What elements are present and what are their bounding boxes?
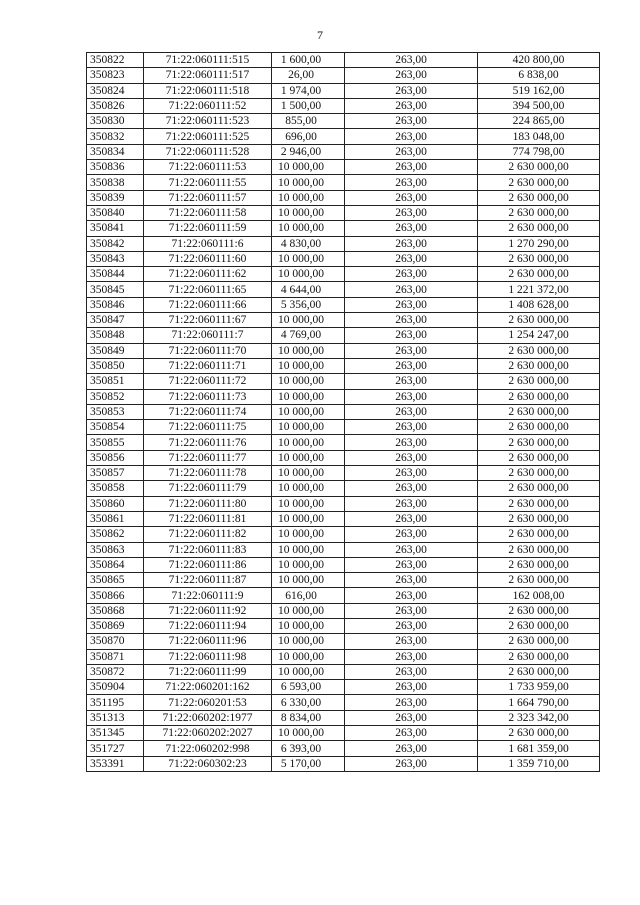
area-cell: 5 170,00 xyxy=(272,756,345,771)
area-cell: 10 000,00 xyxy=(272,481,345,496)
value-cell: 519 162,00 xyxy=(478,83,600,98)
table-row xyxy=(87,313,600,328)
value-cell: 2 630 000,00 xyxy=(478,175,600,190)
value-cell: 2 630 000,00 xyxy=(478,374,600,389)
rate-cell: 263,00 xyxy=(345,680,478,695)
record-number-cell: 350856 xyxy=(87,450,144,465)
rate-cell: 263,00 xyxy=(345,190,478,205)
table-row xyxy=(87,328,600,343)
rate-cell: 263,00 xyxy=(345,160,478,175)
value-cell: 2 630 000,00 xyxy=(478,404,600,419)
rate-cell: 263,00 xyxy=(345,481,478,496)
area-cell: 616,00 xyxy=(272,588,345,603)
rate-cell: 263,00 xyxy=(345,114,478,129)
area-cell: 10 000,00 xyxy=(272,175,345,190)
value-cell: 2 630 000,00 xyxy=(478,420,600,435)
record-number-cell: 350846 xyxy=(87,297,144,312)
cadastral-number-cell: 71:22:060111:53 xyxy=(144,160,272,175)
value-cell: 2 630 000,00 xyxy=(478,435,600,450)
value-cell: 2 630 000,00 xyxy=(478,251,600,266)
record-number-cell: 350904 xyxy=(87,680,144,695)
area-cell: 10 000,00 xyxy=(272,313,345,328)
record-number-cell: 350844 xyxy=(87,267,144,282)
value-cell: 2 630 000,00 xyxy=(478,511,600,526)
area-cell: 6 393,00 xyxy=(272,741,345,756)
rate-cell: 263,00 xyxy=(345,328,478,343)
record-number-cell: 350863 xyxy=(87,542,144,557)
table-row xyxy=(87,466,600,481)
record-number-cell: 350823 xyxy=(87,68,144,83)
area-cell: 10 000,00 xyxy=(272,267,345,282)
record-number-cell: 350871 xyxy=(87,649,144,664)
rate-cell: 263,00 xyxy=(345,603,478,618)
record-number-cell: 350830 xyxy=(87,114,144,129)
rate-cell: 263,00 xyxy=(345,710,478,725)
table-row xyxy=(87,190,600,205)
cadastral-number-cell: 71:22:060111:86 xyxy=(144,557,272,572)
area-cell: 10 000,00 xyxy=(272,649,345,664)
rate-cell: 263,00 xyxy=(345,98,478,113)
value-cell: 2 630 000,00 xyxy=(478,603,600,618)
value-cell: 2 630 000,00 xyxy=(478,450,600,465)
record-number-cell: 350832 xyxy=(87,129,144,144)
cadastral-number-cell: 71:22:060111:82 xyxy=(144,527,272,542)
area-cell: 1 600,00 xyxy=(272,53,345,68)
area-cell: 10 000,00 xyxy=(272,358,345,373)
table-row xyxy=(87,603,600,618)
table-body xyxy=(87,53,600,772)
area-cell: 10 000,00 xyxy=(272,664,345,679)
cadastral-number-cell: 71:22:060111:78 xyxy=(144,466,272,481)
cadastral-number-cell: 71:22:060111:528 xyxy=(144,144,272,159)
land-plot-table xyxy=(86,52,600,772)
area-cell: 855,00 xyxy=(272,114,345,129)
rate-cell: 263,00 xyxy=(345,68,478,83)
value-cell: 2 630 000,00 xyxy=(478,618,600,633)
table-row xyxy=(87,374,600,389)
rate-cell: 263,00 xyxy=(345,420,478,435)
record-number-cell: 350865 xyxy=(87,573,144,588)
value-cell: 2 630 000,00 xyxy=(478,389,600,404)
rate-cell: 263,00 xyxy=(345,221,478,236)
cadastral-number-cell: 71:22:060111:518 xyxy=(144,83,272,98)
area-cell: 4 644,00 xyxy=(272,282,345,297)
cadastral-number-cell: 71:22:060111:92 xyxy=(144,603,272,618)
cadastral-number-cell: 71:22:060111:72 xyxy=(144,374,272,389)
record-number-cell: 350840 xyxy=(87,205,144,220)
rate-cell: 263,00 xyxy=(345,741,478,756)
cadastral-number-cell: 71:22:060111:80 xyxy=(144,496,272,511)
area-cell: 10 000,00 xyxy=(272,573,345,588)
area-cell: 10 000,00 xyxy=(272,420,345,435)
cadastral-number-cell: 71:22:060201:53 xyxy=(144,695,272,710)
rate-cell: 263,00 xyxy=(345,358,478,373)
rate-cell: 263,00 xyxy=(345,343,478,358)
record-number-cell: 350855 xyxy=(87,435,144,450)
area-cell: 10 000,00 xyxy=(272,511,345,526)
area-cell: 10 000,00 xyxy=(272,618,345,633)
record-number-cell: 350864 xyxy=(87,557,144,572)
table-row xyxy=(87,267,600,282)
table-row xyxy=(87,343,600,358)
area-cell: 10 000,00 xyxy=(272,634,345,649)
table-row xyxy=(87,420,600,435)
cadastral-number-cell: 71:22:060111:65 xyxy=(144,282,272,297)
rate-cell: 263,00 xyxy=(345,726,478,741)
table-row xyxy=(87,496,600,511)
area-cell: 10 000,00 xyxy=(272,557,345,572)
cadastral-number-cell: 71:22:060111:70 xyxy=(144,343,272,358)
rate-cell: 263,00 xyxy=(345,756,478,771)
rate-cell: 263,00 xyxy=(345,450,478,465)
record-number-cell: 350848 xyxy=(87,328,144,343)
cadastral-number-cell: 71:22:060111:60 xyxy=(144,251,272,266)
value-cell: 2 630 000,00 xyxy=(478,573,600,588)
record-number-cell: 350852 xyxy=(87,389,144,404)
value-cell: 2 630 000,00 xyxy=(478,190,600,205)
area-cell: 1 974,00 xyxy=(272,83,345,98)
area-cell: 10 000,00 xyxy=(272,466,345,481)
record-number-cell: 350822 xyxy=(87,53,144,68)
cadastral-number-cell: 71:22:060111:76 xyxy=(144,435,272,450)
cadastral-number-cell: 71:22:060111:7 xyxy=(144,328,272,343)
rate-cell: 263,00 xyxy=(345,557,478,572)
rate-cell: 263,00 xyxy=(345,618,478,633)
record-number-cell: 350842 xyxy=(87,236,144,251)
value-cell: 1 254 247,00 xyxy=(478,328,600,343)
record-number-cell: 350839 xyxy=(87,190,144,205)
table-row xyxy=(87,236,600,251)
rate-cell: 263,00 xyxy=(345,389,478,404)
table-row xyxy=(87,389,600,404)
area-cell: 4 769,00 xyxy=(272,328,345,343)
area-cell: 10 000,00 xyxy=(272,389,345,404)
record-number-cell: 350834 xyxy=(87,144,144,159)
table-row xyxy=(87,542,600,557)
value-cell: 2 630 000,00 xyxy=(478,205,600,220)
rate-cell: 263,00 xyxy=(345,267,478,282)
area-cell: 10 000,00 xyxy=(272,527,345,542)
cadastral-number-cell: 71:22:060111:87 xyxy=(144,573,272,588)
cadastral-number-cell: 71:22:060111:77 xyxy=(144,450,272,465)
record-number-cell: 350853 xyxy=(87,404,144,419)
rate-cell: 263,00 xyxy=(345,695,478,710)
table-row xyxy=(87,695,600,710)
cadastral-number-cell: 71:22:060111:515 xyxy=(144,53,272,68)
rate-cell: 263,00 xyxy=(345,83,478,98)
page-number: 7 xyxy=(317,28,323,42)
rate-cell: 263,00 xyxy=(345,527,478,542)
cadastral-number-cell: 71:22:060111:99 xyxy=(144,664,272,679)
rate-cell: 263,00 xyxy=(345,282,478,297)
rate-cell: 263,00 xyxy=(345,511,478,526)
value-cell: 2 630 000,00 xyxy=(478,358,600,373)
value-cell: 2 630 000,00 xyxy=(478,267,600,282)
rate-cell: 263,00 xyxy=(345,542,478,557)
rate-cell: 263,00 xyxy=(345,588,478,603)
cadastral-number-cell: 71:22:060111:83 xyxy=(144,542,272,557)
cadastral-number-cell: 71:22:060111:6 xyxy=(144,236,272,251)
value-cell: 1 733 959,00 xyxy=(478,680,600,695)
record-number-cell: 350862 xyxy=(87,527,144,542)
value-cell: 2 630 000,00 xyxy=(478,496,600,511)
rate-cell: 263,00 xyxy=(345,649,478,664)
rate-cell: 263,00 xyxy=(345,466,478,481)
value-cell: 1 408 628,00 xyxy=(478,297,600,312)
area-cell: 10 000,00 xyxy=(272,205,345,220)
rate-cell: 263,00 xyxy=(345,634,478,649)
cadastral-number-cell: 71:22:060111:96 xyxy=(144,634,272,649)
rate-cell: 263,00 xyxy=(345,236,478,251)
rate-cell: 263,00 xyxy=(345,144,478,159)
table-row xyxy=(87,481,600,496)
record-number-cell: 350869 xyxy=(87,618,144,633)
table-row xyxy=(87,726,600,741)
cadastral-number-cell: 71:22:060111:52 xyxy=(144,98,272,113)
area-cell: 8 834,00 xyxy=(272,710,345,725)
table-row xyxy=(87,144,600,159)
table-row xyxy=(87,680,600,695)
record-number-cell: 350858 xyxy=(87,481,144,496)
table-row xyxy=(87,756,600,771)
value-cell: 2 630 000,00 xyxy=(478,313,600,328)
rate-cell: 263,00 xyxy=(345,297,478,312)
table-row xyxy=(87,435,600,450)
area-cell: 5 356,00 xyxy=(272,297,345,312)
value-cell: 2 323 342,00 xyxy=(478,710,600,725)
record-number-cell: 350861 xyxy=(87,511,144,526)
record-number-cell: 350850 xyxy=(87,358,144,373)
cadastral-number-cell: 71:22:060111:98 xyxy=(144,649,272,664)
rate-cell: 263,00 xyxy=(345,175,478,190)
record-number-cell: 350872 xyxy=(87,664,144,679)
area-cell: 6 593,00 xyxy=(272,680,345,695)
record-number-cell: 351727 xyxy=(87,741,144,756)
area-cell: 10 000,00 xyxy=(272,726,345,741)
cadastral-number-cell: 71:22:060202:2027 xyxy=(144,726,272,741)
value-cell: 2 630 000,00 xyxy=(478,634,600,649)
rate-cell: 263,00 xyxy=(345,374,478,389)
record-number-cell: 350845 xyxy=(87,282,144,297)
cadastral-number-cell: 71:22:060111:73 xyxy=(144,389,272,404)
area-cell: 2 946,00 xyxy=(272,144,345,159)
table-row xyxy=(87,634,600,649)
record-number-cell: 350824 xyxy=(87,83,144,98)
table-row xyxy=(87,573,600,588)
area-cell: 10 000,00 xyxy=(272,542,345,557)
table-row xyxy=(87,98,600,113)
rate-cell: 263,00 xyxy=(345,573,478,588)
table-row xyxy=(87,160,600,175)
table-row xyxy=(87,511,600,526)
area-cell: 4 830,00 xyxy=(272,236,345,251)
area-cell: 6 330,00 xyxy=(272,695,345,710)
rate-cell: 263,00 xyxy=(345,205,478,220)
cadastral-number-cell: 71:22:060111:74 xyxy=(144,404,272,419)
area-cell: 10 000,00 xyxy=(272,435,345,450)
value-cell: 1 270 290,00 xyxy=(478,236,600,251)
value-cell: 1 221 372,00 xyxy=(478,282,600,297)
value-cell: 162 008,00 xyxy=(478,588,600,603)
rate-cell: 263,00 xyxy=(345,251,478,266)
record-number-cell: 350868 xyxy=(87,603,144,618)
cadastral-number-cell: 71:22:060111:79 xyxy=(144,481,272,496)
table-row xyxy=(87,588,600,603)
value-cell: 2 630 000,00 xyxy=(478,726,600,741)
record-number-cell: 351313 xyxy=(87,710,144,725)
table-row xyxy=(87,114,600,129)
value-cell: 183 048,00 xyxy=(478,129,600,144)
value-cell: 2 630 000,00 xyxy=(478,649,600,664)
record-number-cell: 350851 xyxy=(87,374,144,389)
area-cell: 10 000,00 xyxy=(272,343,345,358)
record-number-cell: 350826 xyxy=(87,98,144,113)
table-row xyxy=(87,618,600,633)
record-number-cell: 351195 xyxy=(87,695,144,710)
cadastral-number-cell: 71:22:060111:71 xyxy=(144,358,272,373)
cadastral-number-cell: 71:22:060111:58 xyxy=(144,205,272,220)
cadastral-number-cell: 71:22:060111:57 xyxy=(144,190,272,205)
area-cell: 10 000,00 xyxy=(272,374,345,389)
record-number-cell: 350843 xyxy=(87,251,144,266)
record-number-cell: 351345 xyxy=(87,726,144,741)
record-number-cell: 350847 xyxy=(87,313,144,328)
rate-cell: 263,00 xyxy=(345,435,478,450)
value-cell: 774 798,00 xyxy=(478,144,600,159)
cadastral-number-cell: 71:22:060111:9 xyxy=(144,588,272,603)
table-row xyxy=(87,129,600,144)
area-cell: 10 000,00 xyxy=(272,496,345,511)
record-number-cell: 350849 xyxy=(87,343,144,358)
area-cell: 10 000,00 xyxy=(272,190,345,205)
value-cell: 2 630 000,00 xyxy=(478,160,600,175)
record-number-cell: 350836 xyxy=(87,160,144,175)
table-row xyxy=(87,175,600,190)
cadastral-number-cell: 71:22:060111:525 xyxy=(144,129,272,144)
area-cell: 26,00 xyxy=(272,68,345,83)
cadastral-number-cell: 71:22:060111:523 xyxy=(144,114,272,129)
value-cell: 2 630 000,00 xyxy=(478,664,600,679)
value-cell: 1 681 359,00 xyxy=(478,741,600,756)
record-number-cell: 350870 xyxy=(87,634,144,649)
table-row xyxy=(87,649,600,664)
value-cell: 420 800,00 xyxy=(478,53,600,68)
area-cell: 10 000,00 xyxy=(272,603,345,618)
record-number-cell: 350838 xyxy=(87,175,144,190)
table-row xyxy=(87,664,600,679)
value-cell: 2 630 000,00 xyxy=(478,557,600,572)
record-number-cell: 350857 xyxy=(87,466,144,481)
cadastral-number-cell: 71:22:060302:23 xyxy=(144,756,272,771)
area-cell: 696,00 xyxy=(272,129,345,144)
value-cell: 2 630 000,00 xyxy=(478,221,600,236)
table-row xyxy=(87,68,600,83)
table-row xyxy=(87,404,600,419)
value-cell: 1 664 790,00 xyxy=(478,695,600,710)
table-row xyxy=(87,251,600,266)
table-row xyxy=(87,450,600,465)
table-row xyxy=(87,557,600,572)
rate-cell: 263,00 xyxy=(345,53,478,68)
cadastral-number-cell: 71:22:060111:517 xyxy=(144,68,272,83)
cadastral-number-cell: 71:22:060202:998 xyxy=(144,741,272,756)
table-row xyxy=(87,53,600,68)
table-row xyxy=(87,297,600,312)
cadastral-number-cell: 71:22:060111:75 xyxy=(144,420,272,435)
value-cell: 6 838,00 xyxy=(478,68,600,83)
area-cell: 10 000,00 xyxy=(272,221,345,236)
area-cell: 10 000,00 xyxy=(272,404,345,419)
record-number-cell: 350866 xyxy=(87,588,144,603)
value-cell: 2 630 000,00 xyxy=(478,481,600,496)
value-cell: 2 630 000,00 xyxy=(478,343,600,358)
table-row xyxy=(87,741,600,756)
area-cell: 10 000,00 xyxy=(272,160,345,175)
table-row xyxy=(87,205,600,220)
cadastral-number-cell: 71:22:060201:162 xyxy=(144,680,272,695)
value-cell: 2 630 000,00 xyxy=(478,542,600,557)
cadastral-number-cell: 71:22:060111:66 xyxy=(144,297,272,312)
table-row xyxy=(87,83,600,98)
table-row xyxy=(87,710,600,725)
area-cell: 1 500,00 xyxy=(272,98,345,113)
rate-cell: 263,00 xyxy=(345,404,478,419)
cadastral-number-cell: 71:22:060111:81 xyxy=(144,511,272,526)
cadastral-number-cell: 71:22:060111:55 xyxy=(144,175,272,190)
value-cell: 1 359 710,00 xyxy=(478,756,600,771)
cadastral-number-cell: 71:22:060111:67 xyxy=(144,313,272,328)
record-number-cell: 350860 xyxy=(87,496,144,511)
table-row xyxy=(87,358,600,373)
table-row xyxy=(87,221,600,236)
value-cell: 2 630 000,00 xyxy=(478,527,600,542)
record-number-cell: 353391 xyxy=(87,756,144,771)
area-cell: 10 000,00 xyxy=(272,450,345,465)
cadastral-number-cell: 71:22:060111:94 xyxy=(144,618,272,633)
value-cell: 394 500,00 xyxy=(478,98,600,113)
rate-cell: 263,00 xyxy=(345,664,478,679)
table-row xyxy=(87,282,600,297)
rate-cell: 263,00 xyxy=(345,129,478,144)
cadastral-number-cell: 71:22:060111:62 xyxy=(144,267,272,282)
cadastral-number-cell: 71:22:060202:1977 xyxy=(144,710,272,725)
record-number-cell: 350841 xyxy=(87,221,144,236)
record-number-cell: 350854 xyxy=(87,420,144,435)
rate-cell: 263,00 xyxy=(345,496,478,511)
value-cell: 2 630 000,00 xyxy=(478,466,600,481)
cadastral-number-cell: 71:22:060111:59 xyxy=(144,221,272,236)
area-cell: 10 000,00 xyxy=(272,251,345,266)
table-row xyxy=(87,527,600,542)
rate-cell: 263,00 xyxy=(345,313,478,328)
value-cell: 224 865,00 xyxy=(478,114,600,129)
